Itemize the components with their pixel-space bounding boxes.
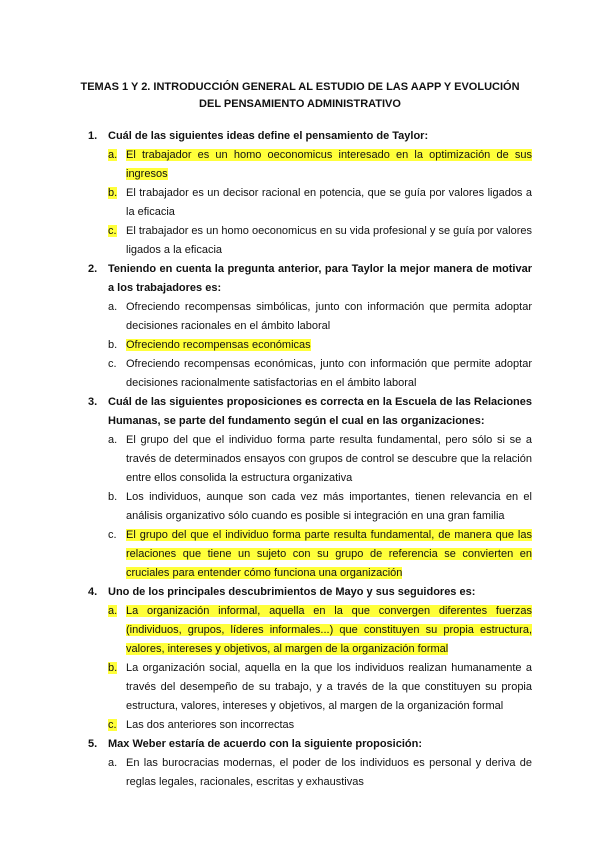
option-letter-text: b.: [108, 339, 118, 351]
option-letter-text: b.: [108, 662, 118, 674]
option-text-block: [126, 431, 532, 488]
option-letter: [108, 298, 117, 317]
option-text: La organización informal, aquella en la que convergen diferentes fuerzas (individuos, grupos, líderes informales...) que constituyen su propia estructura, valores, intereses y objetivos, al margen de la organización formal: [126, 605, 532, 655]
option-text: En las burocracias modernas, el poder de los individuos es personal y deriva de reglas legales, racionales, escritas y exhaustivas: [126, 757, 532, 788]
answer-option: [0, 659, 600, 716]
title-line-1: TEMAS 1 Y 2. INTRODUCCIÓN GENERAL AL ESTUDIO DE LAS AAPP Y EVOLUCIÓN: [80, 81, 520, 93]
option-letter: [108, 716, 117, 735]
option-text-block: [126, 488, 532, 526]
option-text-block: [126, 355, 532, 393]
question-text: Teniendo en cuenta la pregunta anterior, para Taylor la mejor manera de motivar a los trabajadores es:: [108, 263, 532, 294]
option-text-block: [126, 716, 532, 735]
option-letter: [108, 431, 117, 450]
question-number: 3.: [88, 396, 98, 408]
option-text-block: [126, 298, 532, 336]
question-3: [0, 393, 600, 431]
option-letter: [108, 754, 117, 773]
option-letter-text: a.: [108, 757, 118, 769]
question-2: [0, 260, 600, 298]
option-text: La organización social, aquella en la que los individuos realizan humanamente a través del desempeño de su trabajo, y a través de la que constituyen su propia estructura, valores, intereses y objetivos, al margen de la organización formal: [126, 662, 532, 712]
option-letter: [108, 355, 117, 374]
question-list: [0, 127, 600, 792]
question-text: Cuál de las siguientes proposiciones es correcta en la Escuela de las Relaciones Humanas, se parte del fundamento según el cual en las organizaciones:: [108, 396, 532, 427]
option-letter: [108, 184, 117, 203]
question-text: Cuál de las siguientes ideas define el pensamiento de Taylor:: [108, 130, 429, 142]
answer-option: [0, 355, 600, 393]
option-letter-text: a.: [108, 301, 118, 313]
answer-option: [0, 754, 600, 792]
option-text-block: [126, 754, 532, 792]
option-letter: [108, 336, 117, 355]
option-text: Las dos anteriores son incorrectas: [126, 719, 295, 731]
option-text: Ofreciendo recompensas económicas: [126, 339, 311, 351]
option-letter-text: a.: [108, 434, 118, 446]
answer-option: [0, 602, 600, 659]
option-letter-text: c.: [108, 719, 117, 731]
option-letter: [108, 602, 117, 621]
document-title: [60, 79, 540, 113]
option-letter-text: c.: [108, 225, 117, 237]
question-number: 2.: [88, 263, 98, 275]
title-line-2: DEL PENSAMIENTO ADMINISTRATIVO: [199, 98, 401, 110]
answer-option: [0, 716, 600, 735]
option-letter-text: b.: [108, 491, 118, 503]
option-text-block: [126, 184, 532, 222]
question-1: [0, 127, 600, 146]
option-letter-text: a.: [108, 149, 118, 161]
option-letter: [108, 526, 117, 545]
option-text: El trabajador es un homo oeconomicus en su vida profesional y se guía por valores ligados a la eficacia: [126, 225, 533, 256]
answer-option: [0, 298, 600, 336]
answer-option: [0, 526, 600, 583]
option-letter: [108, 488, 117, 507]
option-text: El grupo del que el individuo forma parte resulta fundamental, de manera que las relaciones que tiene un sujeto con su grupo de referencia se convierten en cruciales para entender cómo funciona una organización: [126, 529, 532, 579]
option-letter: [108, 659, 117, 678]
option-text: El grupo del que el individuo forma parte resulta fundamental, pero sólo si se a través de determinados ensayos con grupos de control se descubre que la relación entre ellos consolida la estructura organizativa: [126, 434, 532, 484]
option-letter-text: a.: [108, 605, 118, 617]
answer-option: [0, 336, 600, 355]
answer-option: [0, 431, 600, 488]
question-number: 5.: [88, 738, 98, 750]
question-number: 1.: [88, 130, 98, 142]
answer-option: [0, 184, 600, 222]
option-text: Ofreciendo recompensas simbólicas, junto con información que permita adoptar decisiones racionales en el ámbito laboral: [126, 301, 532, 332]
question-4: [0, 583, 600, 602]
option-letter: [108, 146, 117, 165]
option-text: El trabajador es un decisor racional en potencia, que se guía por valores ligados a la eficacia: [126, 187, 532, 218]
option-letter-text: b.: [108, 187, 118, 199]
answer-option: [0, 488, 600, 526]
option-text-block: [126, 526, 532, 583]
question-text: Uno de los principales descubrimientos de Mayo y sus seguidores es:: [108, 586, 476, 598]
option-text-block: [126, 222, 532, 260]
answer-option: [0, 222, 600, 260]
answer-option: [0, 146, 600, 184]
option-text-block: [126, 336, 532, 355]
option-letter-text: c.: [108, 529, 117, 541]
option-text: Los individuos, aunque son cada vez más importantes, tienen relevancia en el análisis organizativo sólo cuando es posible si integración en una gran familia: [126, 491, 532, 522]
option-text-block: [126, 602, 532, 659]
option-text: El trabajador es un homo oeconomicus interesado en la optimización de sus ingresos: [126, 149, 532, 180]
question-text: Max Weber estaría de acuerdo con la siguiente proposición:: [108, 738, 422, 750]
option-letter: [108, 222, 117, 241]
option-text: Ofreciendo recompensas económicas, junto con información que permite adoptar decisiones racionalmente satisfactorias en el ámbito laboral: [126, 358, 532, 389]
option-text-block: [126, 146, 532, 184]
option-text-block: [126, 659, 532, 716]
question-number: 4.: [88, 586, 98, 598]
question-5: [0, 735, 600, 754]
option-letter-text: c.: [108, 358, 117, 370]
